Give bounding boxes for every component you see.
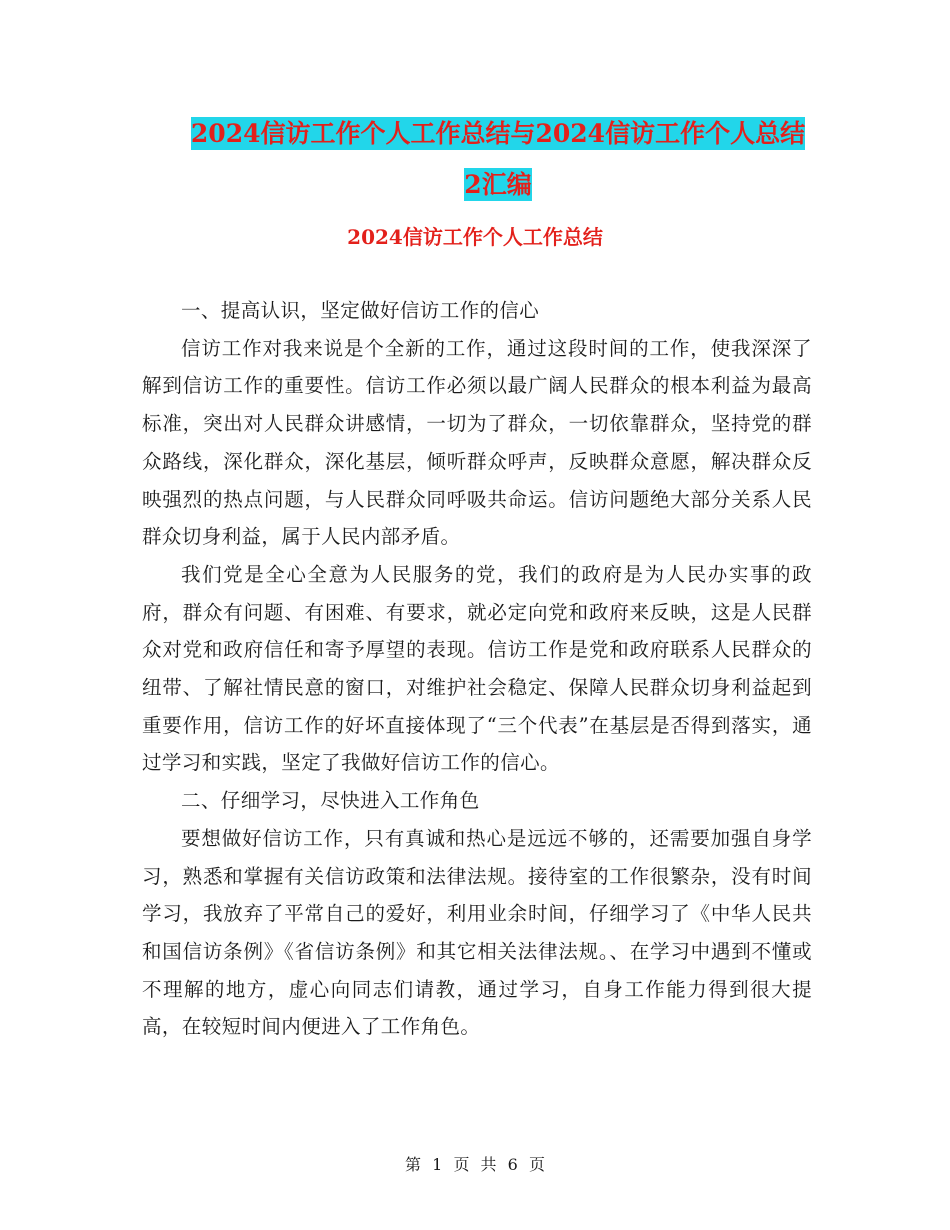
section-title: 2024信访工作个人工作总结 xyxy=(347,225,603,249)
title-line-2: 2汇编 xyxy=(464,170,532,199)
body-paragraph: 信访工作对我来说是个全新的工作，通过这段时间的工作，使我深深了解到信访工作的重要性。信访工作必须以最广阔人民群众的根本利益为最高标准，突出对人民群众讲感情，一切为了群众，一切依靠群众，坚持党的群众路线，深化群众，深化基层，倾听群众呼声，反映群众意愿，解决群众反映强烈的热点问题，与人民群众同呼吸共命运。信访问题绝大部分关系人民群众切身利益，属于人民内部矛盾。 xyxy=(142,336,812,549)
footer-page-label: 页 xyxy=(453,1155,470,1174)
footer-total-label: 共 xyxy=(480,1155,497,1174)
body-paragraph: 要想做好信访工作，只有真诚和热心是远远不够的，还需要加强自身学习，熟悉和掌握有关信访政策和法律法规。接待室的工作很繁杂，没有时间学习，我放弃了平常自己的爱好，利用业余时间，仔细学习了《中华人民共和国信访条例》《省信访条例》和其它相关法律法规。、在学习中遇到不懂或不理解的地方，虚心向同志们请教，通过学习，自身工作能力得到很大提高，在较短时间内便进入了工作角色。 xyxy=(142,826,812,1039)
page-footer xyxy=(0,1152,950,1175)
footer-prefix: 第 xyxy=(405,1155,422,1174)
heading-paragraph: 二、仔细学习，尽快进入工作角色 xyxy=(181,789,480,813)
document-body xyxy=(142,292,812,1046)
heading-paragraph: 一、提高认识，坚定做好信访工作的信心 xyxy=(181,299,540,322)
footer-suffix: 页 xyxy=(528,1155,545,1174)
footer-current-page: 1 xyxy=(432,1155,443,1174)
footer-total-pages: 6 xyxy=(507,1155,518,1174)
document-title xyxy=(140,108,856,210)
body-paragraph: 我们党是全心全意为人民服务的党，我们的政府是为人民办实事的政府，群众有问题、有困难、有要求，就必定向党和政府来反映，这是人民群众对党和政府信任和寄予厚望的表现。信访工作是党和政府联系人民群众的纽带、了解社情民意的窗口，对维护社会稳定、保障人民群众切身利益起到重要作用，信访工作的好坏直接体现了“三个代表”在基层是否得到落实，通过学习和实践，坚定了我做好信访工作的信心。 xyxy=(142,562,812,775)
title-line-1: 2024信访工作个人工作总结与2024信访工作个人总结 xyxy=(190,119,806,148)
